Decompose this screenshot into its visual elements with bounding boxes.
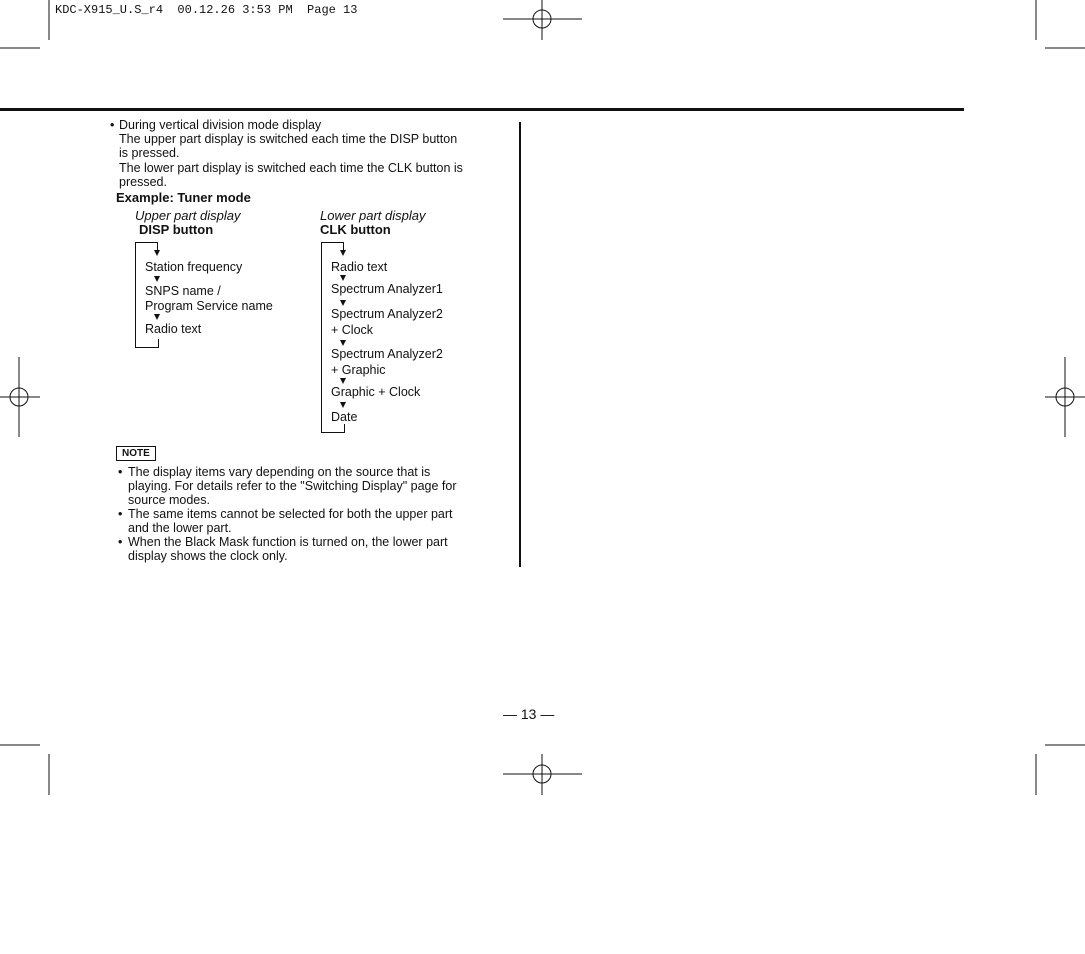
note-line: and the lower part.	[128, 521, 232, 535]
note-line: playing. For details refer to the "Switching Display" page for	[128, 479, 457, 493]
note-bullet: •	[118, 465, 123, 479]
lower-item: Spectrum Analyzer2	[331, 307, 443, 321]
arrow-down-icon	[340, 378, 346, 384]
upper-loop-rise	[158, 339, 159, 348]
upper-heading: Upper part display	[135, 208, 241, 223]
note-line: The same items cannot be selected for both the upper part	[128, 507, 453, 521]
upper-item: Radio text	[145, 322, 202, 336]
intro-line: The upper part display is switched each time the DISP button	[119, 132, 458, 146]
registration-target-top	[503, 0, 582, 40]
lower-item: Spectrum Analyzer1	[331, 282, 443, 296]
lower-item: Graphic + Clock	[331, 385, 421, 399]
arrow-down-icon	[154, 276, 160, 282]
note-bullet: •	[118, 507, 123, 521]
column-divider	[519, 122, 521, 567]
arrow-down-icon	[340, 275, 346, 281]
upper-button-label: DISP button	[139, 222, 214, 237]
arrow-down-icon	[340, 340, 346, 346]
upper-loop-top	[135, 242, 157, 243]
lower-item: Date	[331, 410, 358, 424]
intro-line: is pressed.	[119, 146, 180, 160]
lower-item: Spectrum Analyzer2	[331, 347, 443, 361]
note-line: source modes.	[128, 493, 210, 507]
lower-loop-bottom	[321, 432, 345, 433]
lower-item: + Clock	[331, 323, 374, 337]
note-badge: NOTE	[116, 446, 156, 461]
lower-heading: Lower part display	[320, 208, 426, 223]
note-line: When the Black Mask function is turned on, the lower part	[128, 535, 448, 549]
upper-loop-left	[135, 242, 136, 348]
arrow-down-icon	[340, 250, 346, 256]
page-number: — 13 —	[503, 706, 555, 722]
lower-loop-top	[321, 242, 343, 243]
intro-title: During vertical division mode display	[119, 118, 322, 132]
registration-target-bottom	[503, 754, 582, 795]
lower-loop-drop	[343, 242, 344, 250]
upper-item: Program Service name	[145, 299, 273, 313]
lower-loop-rise	[344, 424, 345, 433]
upper-item: SNPS name /	[145, 284, 221, 298]
registration-target-left	[0, 357, 40, 437]
example-label: Example: Tuner mode	[116, 190, 251, 205]
lower-button-label: CLK button	[320, 222, 391, 237]
upper-loop-drop	[157, 242, 158, 250]
print-file-info: KDC-X915_U.S_r4 00.12.26 3:53 PM Page 13	[55, 3, 358, 17]
header-rule	[0, 108, 964, 111]
lower-item: + Graphic	[331, 363, 386, 377]
lower-loop-left	[321, 242, 322, 433]
upper-loop-bottom	[135, 347, 159, 348]
note-bullet: •	[118, 535, 123, 549]
lower-item: Radio text	[331, 260, 388, 274]
note-line: The display items vary depending on the source that is	[128, 465, 431, 479]
note-line: display shows the clock only.	[128, 549, 288, 563]
upper-item: Station frequency	[145, 260, 243, 274]
intro-bullet: •	[110, 118, 115, 132]
intro-line: pressed.	[119, 175, 167, 189]
arrow-down-icon	[340, 402, 346, 408]
arrow-down-icon	[340, 300, 346, 306]
intro-line: The lower part display is switched each time the CLK button is	[119, 161, 463, 175]
arrow-down-icon	[154, 314, 160, 320]
registration-target-right	[1045, 357, 1085, 437]
arrow-down-icon	[154, 250, 160, 256]
